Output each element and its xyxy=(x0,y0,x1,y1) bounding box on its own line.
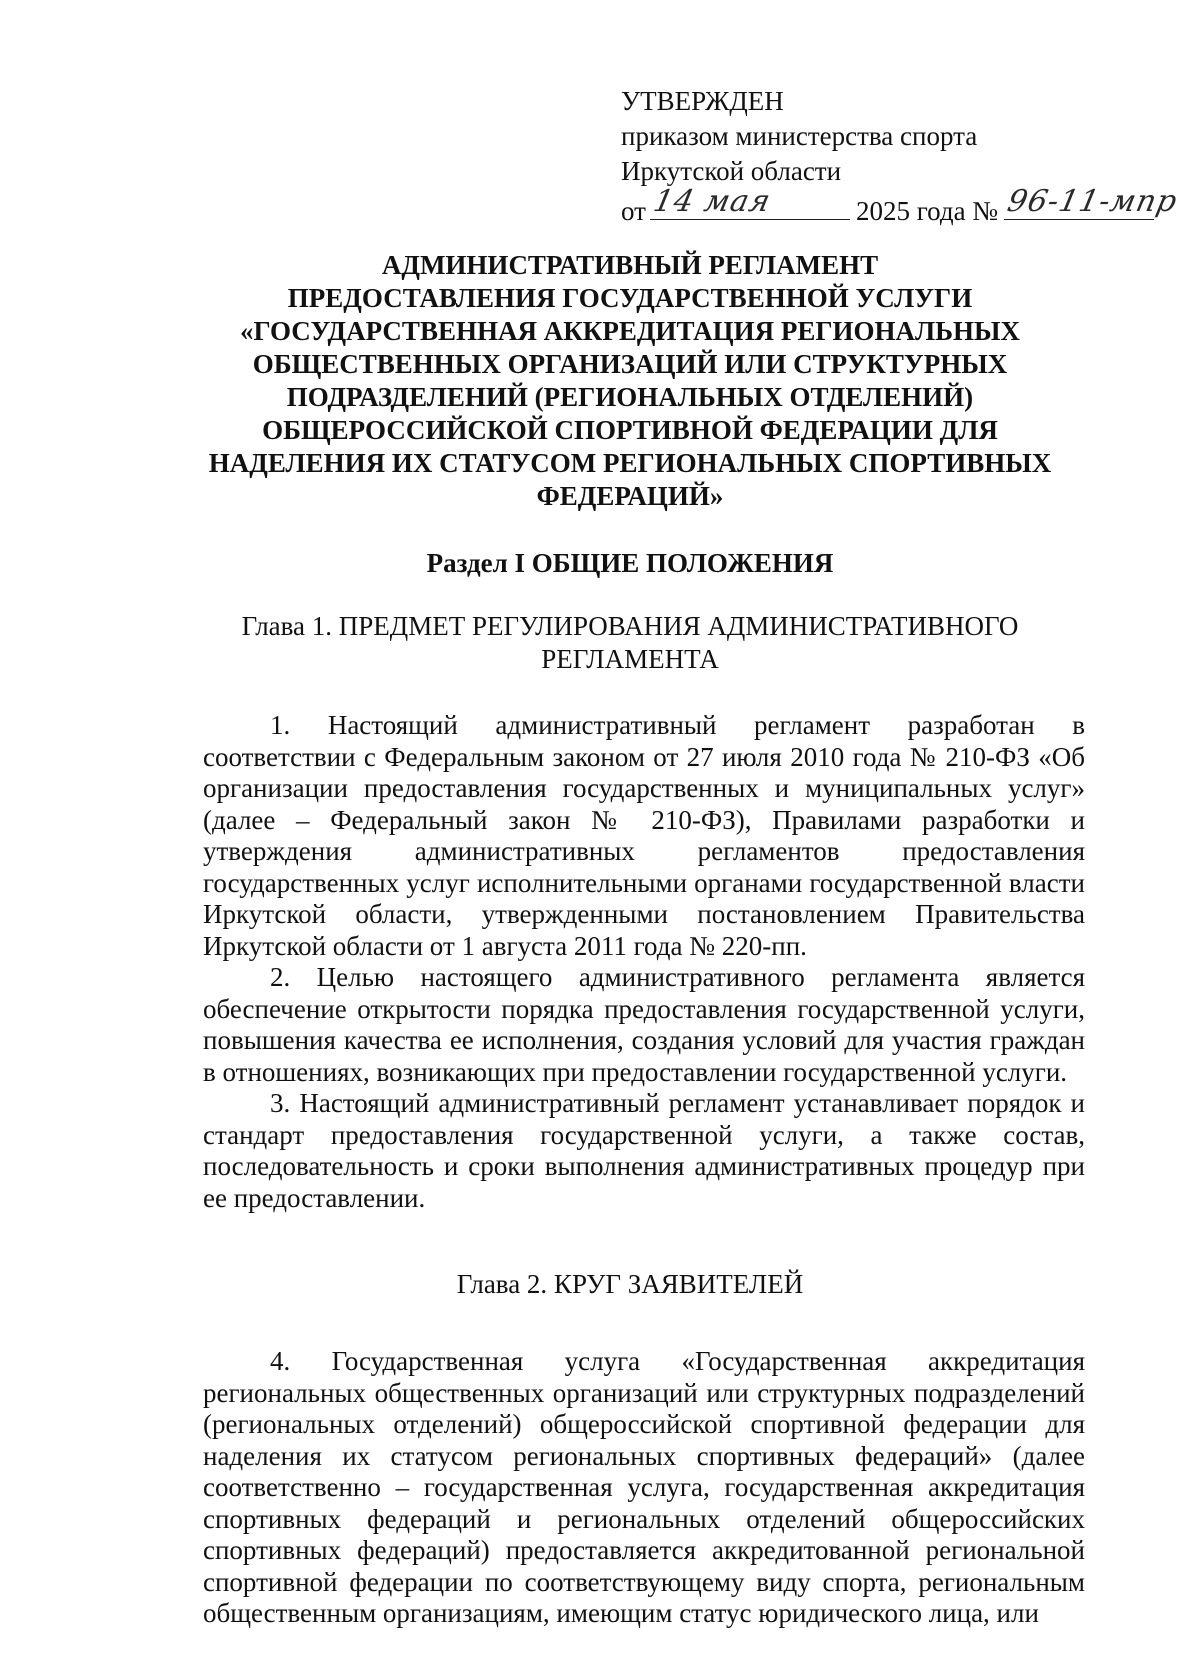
handwritten-number: 96-11-мпр xyxy=(1004,184,1181,219)
title-line: ОБЩЕСТВЕННЫХ ОРГАНИЗАЦИЙ ИЛИ СТРУКТУРНЫХ xyxy=(252,349,1008,379)
chapter-2-line-1: Глава 2. КРУГ ЗАЯВИТЕЛЕЙ xyxy=(456,1269,804,1299)
approval-order-line: приказом министерства спорта xyxy=(621,121,978,151)
chapter-1-body xyxy=(203,710,1085,1214)
approval-region-line: Иркутской области xyxy=(621,156,842,186)
chapter-1-line-1: Глава 1. ПРЕДМЕТ РЕГУЛИРОВАНИЯ АДМИНИСТРАТИВНОГО xyxy=(241,611,1019,641)
approval-date-line xyxy=(621,184,1181,229)
title-line: НАДЕЛЕНИЯ ИХ СТАТУСОМ РЕГИОНАЛЬНЫХ СПОРТИВНЫХ xyxy=(208,448,1052,478)
approval-block xyxy=(621,84,1181,229)
chapter-2-heading xyxy=(200,1268,1060,1301)
section-heading: Раздел I ОБЩИЕ ПОЛОЖЕНИЯ xyxy=(426,548,834,578)
paragraph-4: 4. Государственная услуга «Государственная аккредитация региональных общественных организаций или структурных подразделений (региональных отделений) общероссийской спортивной федерации для наделения их статусом региональных спортивных федераций» (далее соответственно – государственная услуга, государственная аккредитация спортивных федераций и региональных отделений общероссийских спортивных федераций) предоставляется аккредитованной региональной спортивной федерации по соответствующему виду спорта, региональным общественным организациям, имеющим статус юридического лица, или xyxy=(203,1346,1085,1628)
paragraph-3: 3. Настоящий административный регламент устанавливает порядок и стандарт предоставления государственной услуги, а также состав, последовательность и сроки выполнения административных процедур при ее предоставлении. xyxy=(203,1088,1085,1213)
chapter-1-heading xyxy=(200,610,1060,676)
approval-title: УТВЕРЖДЕН xyxy=(621,86,784,116)
handwritten-date: 14 мая xyxy=(650,184,775,219)
date-blank xyxy=(650,184,850,220)
title-line: ОБЩЕРОССИЙСКОЙ СПОРТИВНОЙ ФЕДЕРАЦИИ ДЛЯ xyxy=(262,415,998,445)
paragraph-2: 2. Целью настоящего административного регламента является обеспечение открытости порядка предоставления государственной услуги, повышения качества ее исполнения, создания условий для участия граждан в отношениях, возникающих при предоставлении государственной услуги. xyxy=(203,962,1085,1087)
title-line: АДМИНИСТРАТИВНЫЙ РЕГЛАМЕНТ xyxy=(381,250,879,280)
paragraph-1: 1. Настоящий административный регламент разработан в соответствии с Федеральным законом от 27 июля 2010 года № 210-ФЗ «Об организации предоставления государственных и муниципальных услуг» (далее – Федеральный закон № 210-ФЗ), Правилами разработки и утверждения административных регламентов предоставления государственных услуг исполнительными органами государственной власти Иркутской области, утвержденными постановлением Правительства Иркутской области от 1 августа 2011 года № 220-пп. xyxy=(203,710,1085,961)
document-title xyxy=(200,249,1060,513)
chapter-1-line-2: РЕГЛАМЕНТА xyxy=(541,644,719,674)
number-blank xyxy=(1004,184,1181,220)
date-prefix: от xyxy=(621,196,646,226)
year-text: 2025 года № xyxy=(855,196,999,226)
title-line: ФЕДЕРАЦИЙ» xyxy=(536,481,724,511)
title-line: ПРЕДОСТАВЛЕНИЯ ГОСУДАРСТВЕННОЙ УСЛУГИ xyxy=(287,283,973,313)
chapter-2-body xyxy=(203,1346,1085,1630)
title-line: «ГОСУДАРСТВЕННАЯ АККРЕДИТАЦИЯ РЕГИОНАЛЬНЫХ xyxy=(239,316,1021,346)
title-line: ПОДРАЗДЕЛЕНИЙ (РЕГИОНАЛЬНЫХ ОТДЕЛЕНИЙ) xyxy=(286,382,974,412)
